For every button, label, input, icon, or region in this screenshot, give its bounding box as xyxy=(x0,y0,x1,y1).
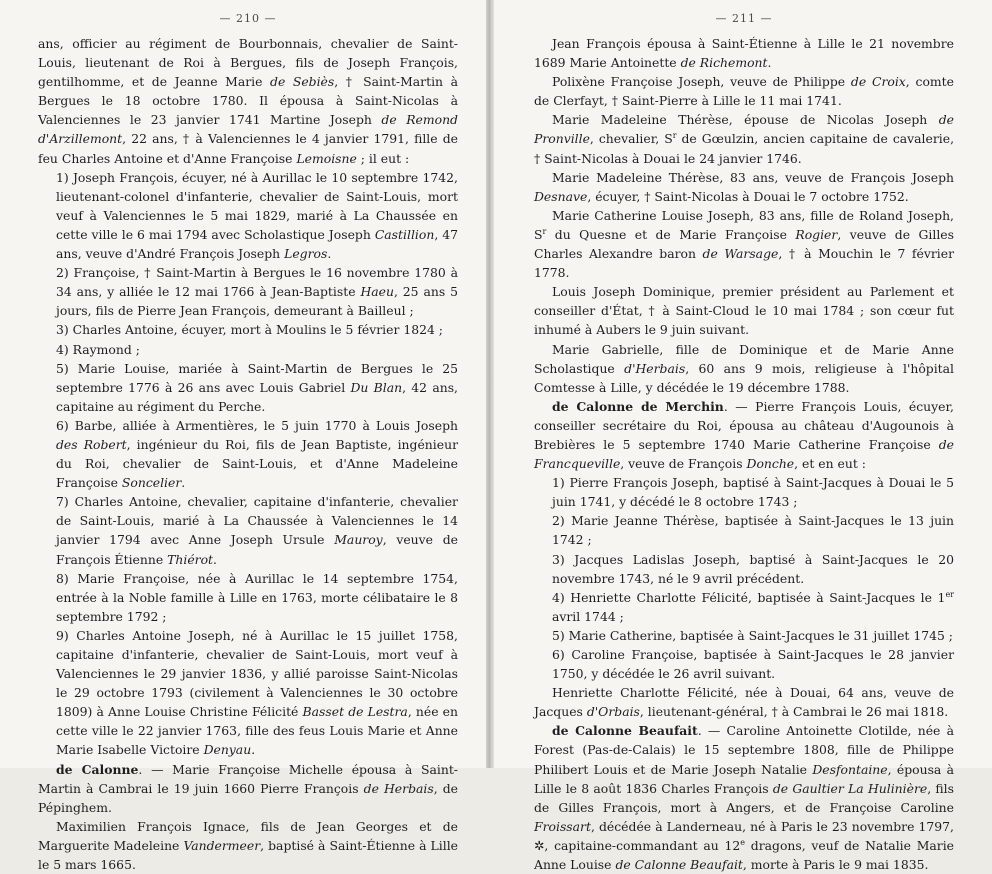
paragraph: 3) Jacques Ladislas Joseph, baptisé à Saint-Jacques le 20 novembre 1743, né le 9 avril précédent. xyxy=(552,551,954,586)
paragraph: Louis Joseph Dominique, premier président au Parlement et conseiller d'État, † à Saint-Cloud le 10 mai 1784 ; son cœur fut inhumé à Aubers le 9 juin suivant. xyxy=(534,284,954,338)
paragraph: Henriette Charlotte Félicité, née à Douai, 64 ans, veuve de Jacques d'Orbais, lieutenant-général, † à Cambrai le 26 mai 1818. xyxy=(534,685,954,720)
paragraph: de Calonne Beaufait. — Caroline Antoinette Clotilde, née à Forest (Pas-de-Calais) le 15 septembre 1808, fille de Philippe Philibert Louis et de Marie Joseph Natalie Desfontaine, épousa à Lille le 8 août 1836 Charles François de Gaultier La Hulinière, fils de Gilles François, mort à Angers, et de Françoise Caroline Froissart, décédée à Landerneau, né à Paris le 23 novembre 1797, ✲, capitaine-commandant au 12e dragons, veuf de Natalie Marie Anne Louise de Calonne Beaufait, morte à Paris le 9 mai 1835. xyxy=(534,723,955,873)
paragraph: Maximilien François Ignace, fils de Jean Georges et de Marguerite Madeleine Vandermeer, baptisé à Saint-Étienne à Lille le 5 mars 1665. xyxy=(38,818,458,873)
paragraph: de Calonne. — Marie Françoise Michelle épousa à Saint-Martin à Cambrai le 19 juin 1660 Pierre François de Herbais, de Pépinghem. xyxy=(38,761,459,815)
paragraph: 1) Pierre François Joseph, baptisé à Saint-Jacques à Douai le 5 juin 1741, y décédé le 8 octobre 1743 ; xyxy=(552,475,954,510)
paragraph: de Calonne de Merchin. — Pierre François Louis, écuyer, conseiller secrétaire du Roi, épousa au château d'Augounois à Brebières le 5 septembre 1740 Marie Catherine Françoise de Francqueville, veuve de François Donche, et en eut : xyxy=(534,398,954,472)
book-gutter xyxy=(486,0,494,768)
paragraph: 6) Caroline Françoise, baptisée à Saint-Jacques le 28 janvier 1750, y décédée le 26 avril suivant. xyxy=(552,647,954,682)
paragraph: 2) Françoise, † Saint-Martin à Bergues le 16 novembre 1780 à 34 ans, y alliée le 12 mai 1766 à Jean-Baptiste Haeu, 25 ans 5 jours, fils de Pierre Jean François, demeurant à Bailleul ; xyxy=(56,265,458,319)
paragraph: 9) Charles Antoine Joseph, né à Aurillac le 15 juillet 1758, capitaine d'infanterie, chevalier de Saint-Louis, mort veuf à Valenciennes le 29 janvier 1836, y allié paroisse Saint-Nicolas le 29 octobre 1793 (civilement à Valenciennes le 30 octobre 1809) à Anne Louise Christine Félicité Basset de Lestra, née en cette ville le 22 janvier 1763, fille des feus Louis Marie et Anne Marie Isabelle Victoire Denyau. xyxy=(56,627,458,758)
paragraph: 2) Marie Jeanne Thérèse, baptisée à Saint-Jacques le 13 juin 1742 ; xyxy=(552,513,954,548)
right-page-number: — 211 — xyxy=(715,12,773,25)
paragraph: 5) Marie Louise, mariée à Saint-Martin de Bergues le 25 septembre 1776 à 26 ans avec Louis Gabriel Du Blan, 42 ans, capitaine au régiment du Perche. xyxy=(56,360,458,414)
paragraph: Marie Madeleine Thérèse, 83 ans, veuve de François Joseph Desnave, écuyer, † Saint-Nicolas à Douai le 7 octobre 1752. xyxy=(534,169,954,204)
right-page-text xyxy=(534,34,954,874)
left-page-number: — 210 — xyxy=(219,12,277,25)
paragraph: Polixène Françoise Joseph, veuve de Philippe de Croix, comte de Clerfayt, † Saint-Pierre à Lille le 11 mai 1741. xyxy=(534,74,954,109)
paragraph: Marie Gabrielle, fille de Dominique et de Marie Anne Scholastique d'Herbais, 60 ans 9 mois, religieuse à l'hôpital Comtesse à Lille, y décédée le 19 décembre 1788. xyxy=(534,341,955,395)
paragraph: 1) Joseph François, écuyer, né à Aurillac le 10 septembre 1742, lieutenant-colonel d'infanterie, chevalier de Saint-Louis, mort veuf à Valenciennes le 5 mai 1829, marié à La Chaussée en cette ville le 6 mai 1794 avec Scholastique Joseph Castillion, 47 ans, veuve d'André François Joseph Legros. xyxy=(56,169,458,262)
right-page xyxy=(494,0,992,873)
paragraph: 6) Barbe, alliée à Armentières, le 5 juin 1770 à Louis Joseph des Robert, ingénieur du Roi, fils de Jean Baptiste, ingénieur du Roi, chevalier de Saint-Louis, et d'Anne Madeleine Françoise Soncelier. xyxy=(56,417,458,491)
paragraph: Marie Madeleine Thérèse, épouse de Nicolas Joseph de Pronville, chevalier, $S^r$ de Gœulzin, ancien capitaine de cavalerie, † Saint-Nicolas à Douai le 24 janvier 1746. xyxy=(534,112,955,166)
paragraph: 7) Charles Antoine, chevalier, capitaine d'infanterie, chevalier de Saint-Louis, marié à La Chaussée à Valenciennes le 14 janvier 1794 avec Anne Joseph Ursule Mauroy, veuve de François Étienne Thiérot. xyxy=(56,494,458,567)
left-page-text xyxy=(38,34,458,874)
paragraph: 4) Henriette Charlotte Félicité, baptisée à Saint-Jacques le 1er avril 1744 ; xyxy=(552,589,954,624)
paragraph: Marie Catherine Louise Joseph, 83 ans, fille de Roland Joseph, $S^r$ du Quesne et de Marie Françoise Rogier, veuve de Gilles Charles Alexandre baron de Warsage, † à Mouchin le 7 février 1778. xyxy=(534,207,954,281)
paragraph: 8) Marie Françoise, née à Aurillac le 14 septembre 1754, entrée à la Noble famille à Lille en 1763, morte célibataire le 8 septembre 1792 ; xyxy=(56,570,458,624)
paragraph: 4) Raymond ; xyxy=(56,341,140,357)
left-page xyxy=(0,0,486,873)
paragraph: 5) Marie Catherine, baptisée à Saint-Jacques le 31 juillet 1745 ; xyxy=(552,627,953,643)
paragraph: Jean François épousa à Saint-Étienne à Lille le 21 novembre 1689 Marie Antoinette de Richemont. xyxy=(534,36,954,71)
paragraph: 3) Charles Antoine, écuyer, mort à Moulins le 5 février 1824 ; xyxy=(56,322,443,338)
paragraph: ans, officier au régiment de Bourbonnais, chevalier de Saint-Louis, lieutenant de Roi à Bergues, fils de Joseph François, gentilhomme, et de Jeanne Marie de Sebiès, † Saint-Martin à Bergues le 18 octobre 1780. Il épousa à Saint-Nicolas à Valenciennes le 23 janvier 1741 Martine Joseph de Remond d'Arzillemont, 22 ans, † à Valenciennes le 4 janvier 1791, fille de feu Charles Antoine et d'Anne Françoise Lemoisne ; il eut : xyxy=(38,36,458,166)
